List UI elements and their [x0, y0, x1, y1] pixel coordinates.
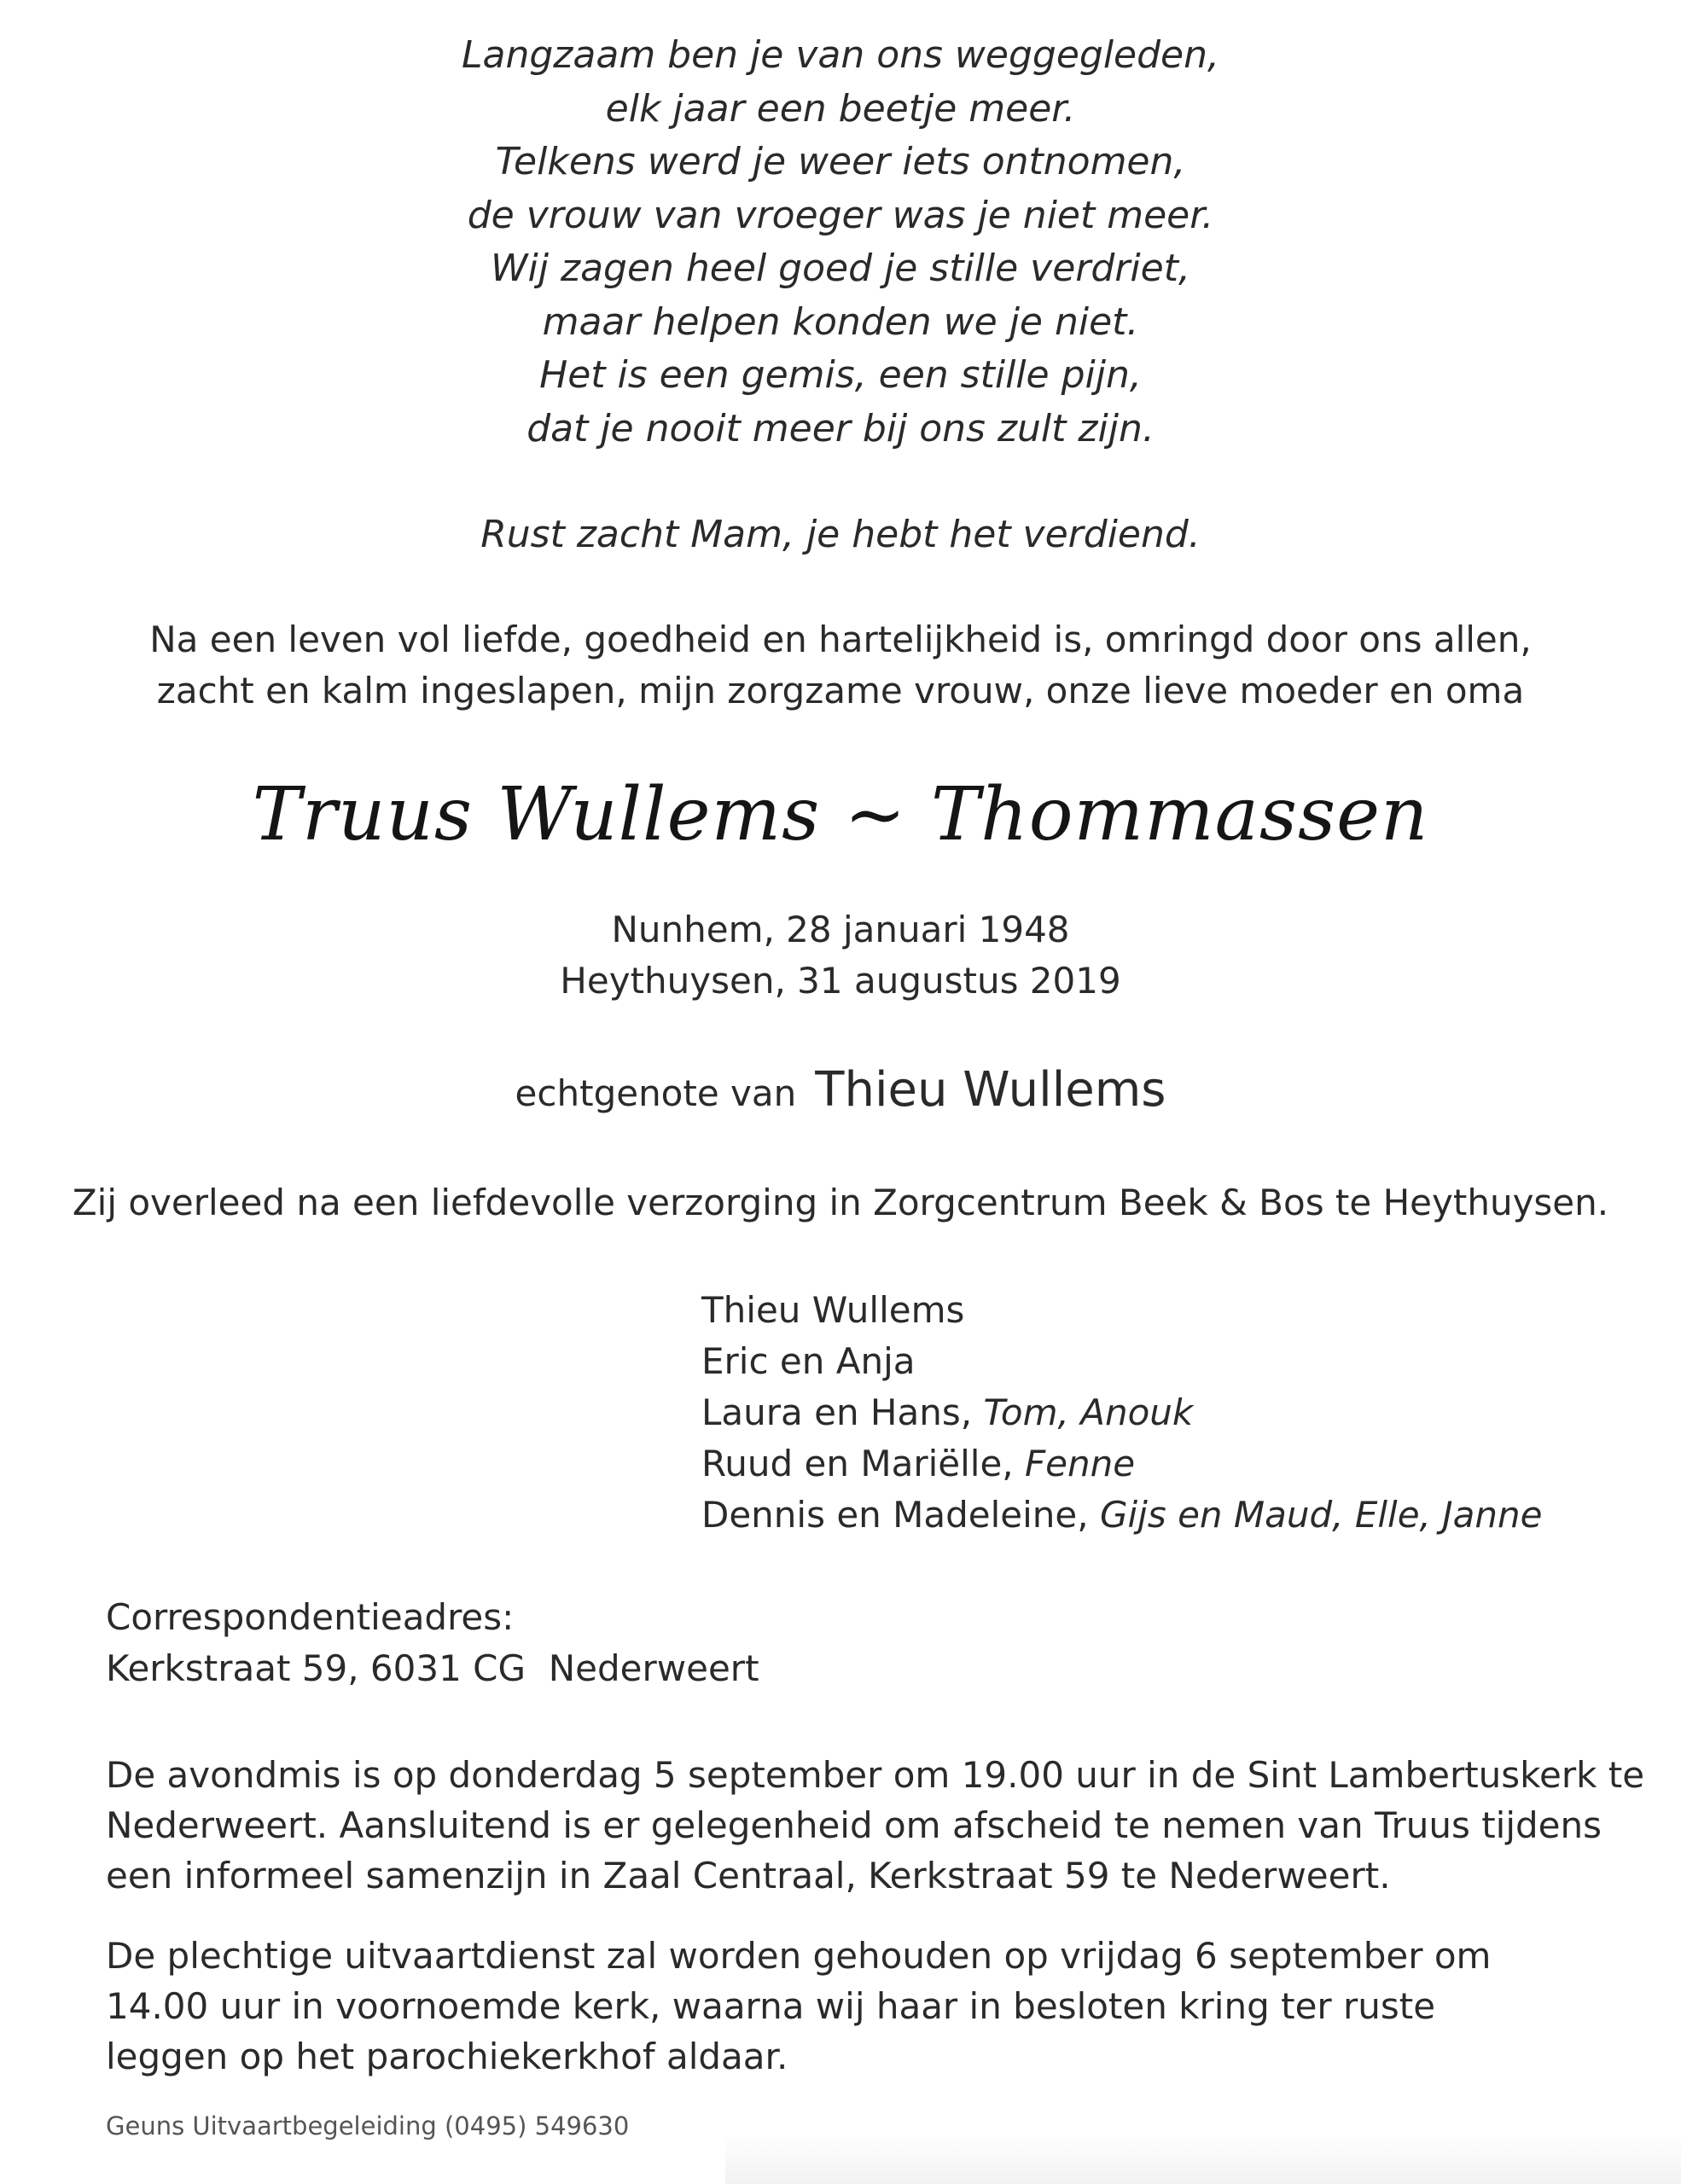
family-row [701, 1285, 1640, 1336]
family-row [701, 1490, 1640, 1541]
address-value: Kerkstraat 59, 6031 CG Nederweert [106, 1647, 759, 1689]
family-grandchildren: Gijs en Maud, Elle, Janne [1099, 1494, 1543, 1536]
intro-line: Na een leven vol liefde, goedheid en hartelijkheid is, omringd door ons allen, [149, 619, 1532, 660]
birth-date: Nunhem, 28 januari 1948 [611, 909, 1070, 950]
family-grandchildren: Fenne [1025, 1443, 1136, 1484]
ceremony-paragraph [106, 1750, 1645, 1901]
correspondence-address [106, 1592, 1556, 1694]
family-row [701, 1438, 1640, 1490]
death-date: Heythuysen, 31 augustus 2019 [560, 960, 1121, 1002]
page-shadow [725, 2133, 1681, 2184]
poem-line: de vrouw van vroeger was je niet meer. [467, 193, 1214, 237]
poem-line: dat je nooit meer bij ons zult zijn. [526, 406, 1155, 450]
family-list [701, 1285, 1640, 1541]
family-names: Thieu Wullems [701, 1289, 965, 1331]
address-label: Correspondentieadres: [106, 1596, 515, 1638]
funeral-paragraph [106, 1931, 1608, 2082]
family-row [701, 1336, 1640, 1387]
care-text: Zij overleed na een liefdevolle verzorging in Zorgcentrum Beek & Bos te Heythuysen. [72, 1182, 1609, 1223]
intro-line: zacht en kalm ingeslapen, mijn zorgzame vrouw, onze lieve moeder en oma [156, 670, 1525, 712]
funeral-line: leggen op het parochiekerkhof aldaar. [106, 2036, 788, 2077]
funeral-line: De plechtige uitvaartdienst zal worden gehouden op vrijdag 6 september om [106, 1935, 1492, 1977]
poem-line: Het is een gemis, een stille pijn, [539, 353, 1142, 397]
intro-text [0, 614, 1681, 717]
family-names: Laura en Hans, [701, 1391, 973, 1433]
poem [0, 29, 1681, 456]
family-grandchildren: Tom, Anouk [983, 1391, 1194, 1433]
family-names: Eric en Anja [701, 1340, 916, 1382]
poem-line: maar helpen konden we je niet. [542, 299, 1139, 344]
life-dates [0, 904, 1681, 1007]
poem-line: Wij zagen heel goed je stille verdriet, [491, 247, 1190, 290]
ceremony-line: Nederweert. Aansluitend is er gelegenheid om afscheid te nemen van Truus tijdens [106, 1804, 1602, 1846]
funeral-line: 14.00 uur in voornoemde kerk, waarna wij haar in besloten kring ter ruste [106, 1985, 1436, 2027]
poem-closing: Rust zacht Mam, je hebt het verdiend. [480, 513, 1201, 556]
deceased-name: Truus Wullems ~ Thommassen [252, 772, 1429, 857]
poem-line: elk jaar een beetje meer. [605, 86, 1076, 131]
poem-line: Telkens werd je weer iets ontnomen, [495, 140, 1186, 183]
ceremony-line: een informeel samenzijn in Zaal Centraal, Kerkstraat 59 te Nederweert. [106, 1855, 1391, 1896]
poem-line: Langzaam ben je van ons weggegleden, [462, 33, 1219, 77]
ceremony-line: De avondmis is op donderdag 5 september om 19.00 uur in de Sint Lambertuskerk te [106, 1754, 1645, 1796]
spouse-name: Thieu Wullems [815, 1062, 1166, 1118]
family-names: Ruud en Mariëlle, [701, 1443, 1014, 1484]
spouse-label: echtgenote van [515, 1072, 797, 1114]
family-names: Dennis en Madeleine, [701, 1494, 1089, 1536]
spouse-line [0, 1062, 1681, 1118]
family-row [701, 1387, 1640, 1438]
funeral-director-footer: Geuns Uitvaartbegeleiding (0495) 549630 [106, 2111, 630, 2140]
